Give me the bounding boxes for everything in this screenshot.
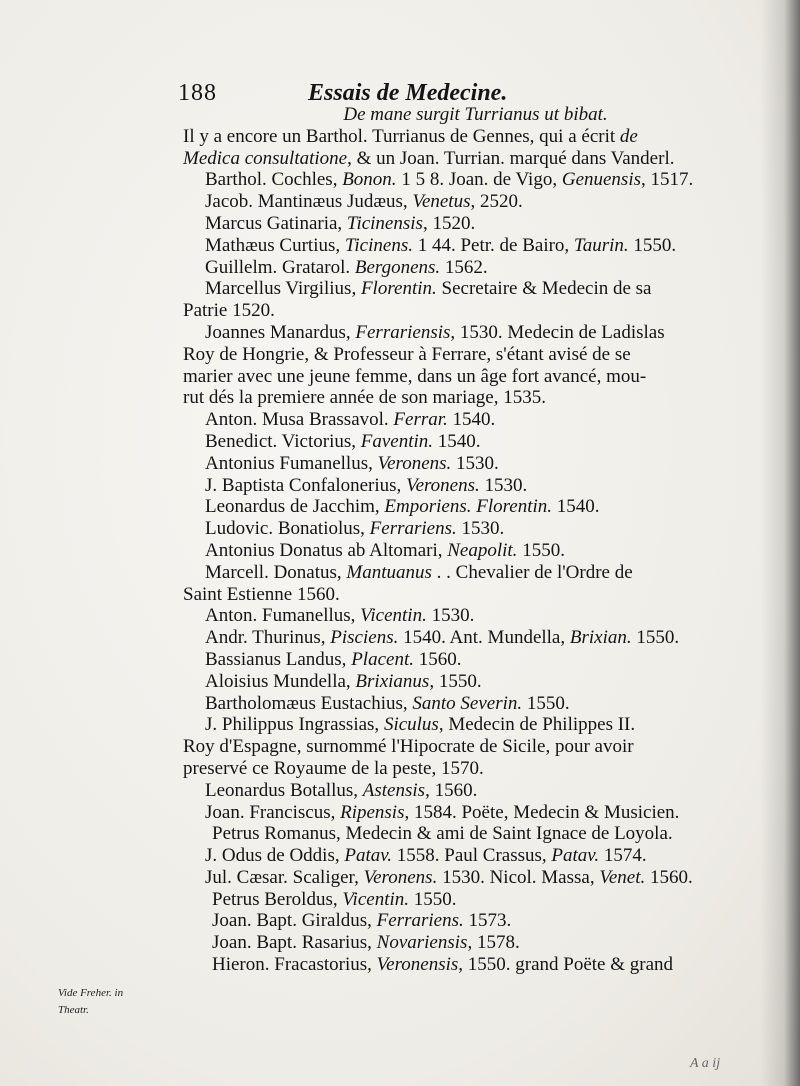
italic-text: Placent. — [351, 648, 414, 670]
italic-text: De mane surgit Turrianus ut bibat. — [343, 104, 608, 125]
text-segment: J. Baptista Confalonerius, — [205, 474, 407, 496]
text-segment: rut dés la premiere année de son mariage, 1535. — [183, 387, 546, 409]
text-segment: Bartholomæus Eustachius, — [205, 692, 413, 714]
text-segment: Joan. Bapt. Rasarius, — [212, 932, 377, 954]
text-segment: 1550. — [409, 888, 457, 910]
italic-text: Ferrariensis — [355, 321, 451, 343]
text-segment: marier avec une jeune femme, dans un âge fort avancé, mou- — [183, 365, 647, 387]
text-line — [183, 736, 768, 758]
text-segment: Leonardus Botallus, — [205, 779, 363, 801]
text-segment: Guillelm. Gratarol. — [205, 256, 355, 278]
italic-text: Ticinensis — [346, 212, 423, 234]
running-title: Essais de Medecine. — [308, 80, 508, 106]
text-segment: 1530. — [451, 452, 499, 474]
margin-note-line: Theatr. — [58, 1004, 89, 1016]
italic-text: Novariensis — [376, 932, 468, 954]
text-segment: 1550. — [628, 234, 677, 256]
margin-note — [58, 985, 168, 1019]
text-segment: 1562. — [440, 256, 488, 278]
text-segment: , 1578. — [467, 932, 520, 954]
text-segment: Roy de Hongrie, & Professeur à Ferrare, s'étant avisé de se — [183, 343, 631, 365]
text-segment: , 1550. grand Poëte & grand — [458, 954, 674, 976]
text-line — [183, 366, 768, 388]
italic-text: Ferrar. — [393, 409, 448, 431]
text-segment: , 1530. Medecin de Ladislas — [450, 321, 665, 343]
text-segment: 1558. Paul Crassus, — [392, 845, 552, 867]
text-segment: Patrie 1520. — [183, 300, 275, 322]
text-segment: 1 5 8. Joan. de Vigo, — [396, 169, 562, 191]
text-segment: Jul. Cæsar. Scaliger, — [205, 866, 364, 888]
text-line — [183, 562, 768, 584]
italic-text: Bergonens. — [354, 256, 441, 278]
text-line — [183, 627, 768, 649]
text-line — [183, 431, 768, 453]
text-segment: , 2520. — [470, 191, 523, 213]
text-segment: , Medecin de Philippes II. — [438, 714, 636, 736]
text-line — [183, 322, 768, 344]
text-segment: 1540. — [552, 496, 600, 518]
text-segment: Hieron. Fracastorius, — [212, 954, 377, 976]
text-line — [183, 235, 768, 257]
text-segment: , & un Joan. Turrian. marqué dans Vanderl. — [347, 147, 675, 169]
text-segment: 1540. Ant. Mundella, — [398, 627, 570, 649]
text-line — [183, 300, 768, 322]
text-segment: Mathæus Curtius, — [205, 234, 345, 256]
text-segment: 1560. — [645, 866, 693, 888]
text-line — [183, 932, 768, 954]
text-segment: , 1517. — [641, 169, 694, 191]
italic-text: Brixianus — [355, 670, 430, 692]
signature-mark: A a ij — [690, 1056, 721, 1071]
text-segment: . . Chevalier de l'Ordre de — [431, 561, 633, 583]
italic-text: Veronens. — [363, 866, 438, 888]
text-segment: 1530. — [479, 474, 528, 496]
italic-text: Neapolit. — [447, 539, 518, 561]
text-segment: Anton. Musa Brassavol. — [205, 409, 394, 431]
text-segment: 1540. — [433, 430, 481, 452]
text-segment: 1560. — [413, 648, 462, 670]
text-line — [183, 954, 768, 976]
text-segment: Joan. Franciscus, — [205, 801, 341, 823]
text-segment: Il y a encore un Barthol. Turrianus de Gennes, qui a écrit — [183, 125, 620, 147]
text-segment: J. Odus de Oddis, — [205, 845, 345, 867]
italic-text: Faventin. — [360, 430, 434, 452]
text-segment: 1530. Nicol. Massa, — [437, 866, 600, 888]
text-segment: , 1584. Poëte, Medecin & Musicien. — [404, 801, 680, 823]
italic-text: Emporiens. Florentin. — [384, 496, 553, 518]
text-segment: 1 44. Petr. de Bairo, — [412, 234, 574, 256]
text-segment: 1550. — [631, 627, 680, 649]
text-line — [183, 518, 768, 540]
italic-text: Veronens. — [377, 452, 452, 474]
text-segment: Ludovic. Bonatiolus, — [205, 518, 370, 540]
italic-text: Genuensis — [561, 169, 641, 191]
text-segment: Aloisius Mundella, — [205, 670, 356, 692]
text-line — [183, 409, 768, 431]
text-segment: Bassianus Landus, — [205, 648, 352, 670]
text-segment: J. Philippus Ingrassias, — [205, 714, 384, 736]
text-segment: preservé ce Royaume de la peste, 1570. — [183, 757, 484, 779]
text-segment: , 1550. — [429, 670, 482, 692]
text-line — [183, 496, 768, 518]
text-line — [183, 802, 768, 824]
text-line — [183, 649, 768, 671]
italic-text: Ripensis — [340, 801, 405, 823]
italic-text: Ferrariens. — [369, 518, 457, 540]
text-line — [183, 693, 768, 715]
text-line — [183, 758, 768, 780]
text-segment: Marcell. Donatus, — [205, 561, 347, 583]
text-line — [183, 344, 768, 366]
text-segment: Andr. Thurinus, — [205, 627, 331, 649]
text-line — [183, 671, 768, 693]
text-line — [183, 605, 768, 627]
italic-text: Veronens. — [406, 474, 480, 496]
text-line — [183, 387, 768, 409]
text-segment: Secretaire & Medecin de sa — [436, 278, 652, 300]
text-line — [183, 584, 768, 606]
text-segment: Leonardus de Jacchim, — [205, 496, 385, 518]
text-segment: Antonius Fumanellus, — [205, 452, 378, 474]
text-segment: , 1560. — [425, 779, 478, 801]
italic-text: Patav. — [551, 845, 600, 867]
page-number: 188 — [178, 80, 217, 106]
text-segment: 1530. — [426, 605, 475, 627]
text-line — [183, 475, 768, 497]
italic-text: Siculus — [383, 714, 439, 736]
text-line — [183, 213, 768, 235]
text-segment: Petrus Beroldus, — [212, 888, 343, 910]
italic-text: Ferrariens. — [376, 910, 464, 932]
italic-text: Patav. — [344, 845, 393, 867]
italic-text: Mantuanus — [346, 561, 432, 583]
text-segment: Anton. Fumanellus, — [205, 605, 361, 627]
text-segment: 1573. — [463, 910, 512, 932]
italic-text: Vicentin. — [360, 605, 427, 627]
text-line — [183, 453, 768, 475]
margin-note-line: Vide Freher. in — [58, 987, 124, 999]
italic-text: Santo Severin. — [412, 692, 523, 714]
text-segment: Petrus Romanus, Medecin & ami de Saint Ignace de Loyola. — [212, 823, 673, 845]
text-segment: Jacob. Mantinæus Judæus, — [205, 191, 413, 213]
text-line — [183, 257, 768, 279]
text-segment: Marcus Gatinaria, — [205, 212, 347, 234]
text-segment: 1530. — [456, 518, 505, 540]
body-text — [183, 104, 768, 976]
text-segment: Marcellus Virgilius, — [205, 278, 361, 300]
text-segment: , 1520. — [422, 212, 476, 234]
text-line — [183, 540, 768, 562]
text-line — [183, 104, 768, 126]
text-line — [183, 126, 768, 148]
italic-text: Florentin. — [360, 278, 437, 300]
italic-text: Vicentin. — [342, 888, 410, 910]
text-segment: Antonius Donatus ab Altomari, — [205, 539, 448, 561]
text-line — [183, 714, 768, 736]
text-segment: Benedict. Victorius, — [205, 430, 361, 452]
italic-text: Taurin. — [573, 234, 629, 256]
text-line — [183, 845, 768, 867]
italic-text: Bonon. — [342, 169, 397, 191]
text-line — [183, 889, 768, 911]
text-segment: Barthol. Cochles, — [205, 169, 343, 191]
text-line — [183, 780, 768, 802]
italic-text: Veronensis — [376, 954, 459, 976]
text-segment: Joannes Manardus, — [205, 321, 356, 343]
italic-text: Brixian. — [569, 627, 632, 649]
text-line — [183, 148, 768, 170]
italic-text: Venet. — [599, 866, 646, 888]
italic-text: Pisciens. — [330, 627, 399, 649]
text-line — [183, 278, 768, 300]
text-segment: 1550. — [517, 539, 565, 561]
text-line — [183, 867, 768, 889]
text-segment: 1540. — [447, 409, 496, 431]
text-segment: 1550. — [522, 692, 570, 714]
text-line — [183, 169, 768, 191]
italic-text: Ticinens. — [344, 234, 413, 256]
text-line — [183, 823, 768, 845]
italic-text: Medica consultatione — [183, 147, 348, 169]
text-line — [183, 910, 768, 932]
text-segment: Saint Estienne 1560. — [183, 583, 340, 605]
text-segment: Roy d'Espagne, surnommé l'Hipocrate de Sicile, pour avoir — [183, 736, 634, 758]
italic-text: Astensis — [362, 779, 426, 801]
italic-text: Venetus — [412, 191, 471, 213]
italic-text: de — [619, 125, 638, 147]
text-segment: Joan. Bapt. Giraldus, — [212, 910, 377, 932]
text-line — [183, 191, 768, 213]
text-segment: 1574. — [599, 845, 647, 867]
